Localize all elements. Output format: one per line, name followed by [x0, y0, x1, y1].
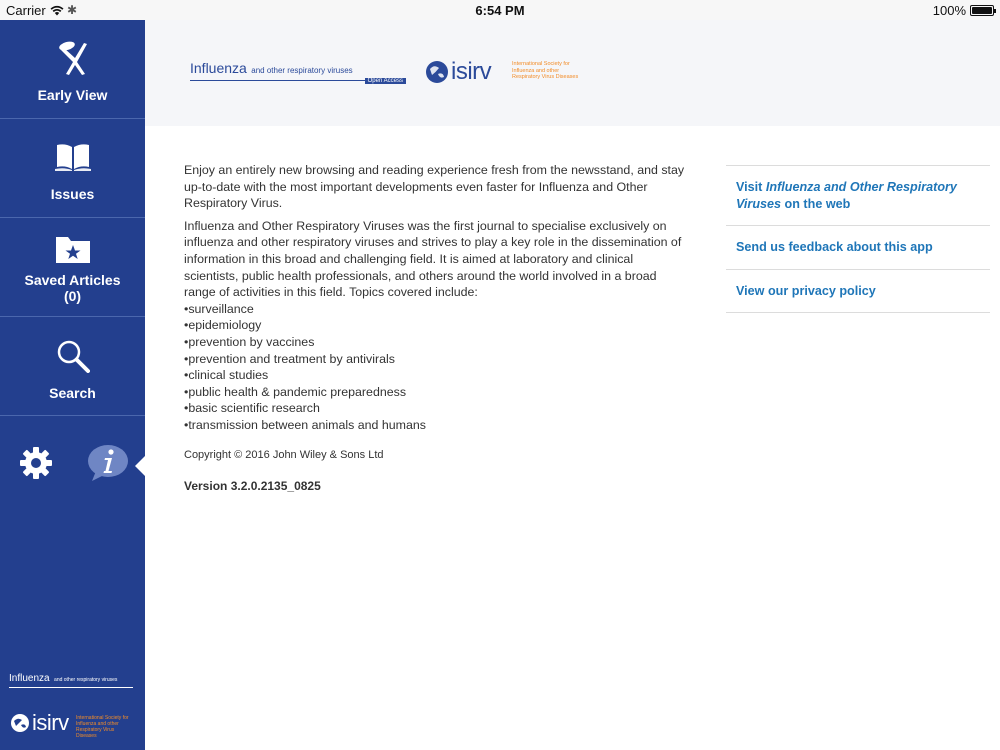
- list-item: • clinical studies: [184, 367, 689, 384]
- saved-articles-count: (0): [63, 288, 82, 304]
- privacy-policy-link[interactable]: View our privacy policy: [726, 270, 990, 314]
- sidebar-utility-bar: [0, 445, 145, 490]
- status-bar: [0, 0, 1000, 20]
- list-item: • public health & pandemic preparedness: [184, 384, 689, 401]
- info-icon[interactable]: [86, 441, 130, 485]
- list-item: • prevention by vaccines: [184, 334, 689, 351]
- copyright-text: Copyright © 2016 John Wiley & Sons Ltd: [184, 448, 384, 461]
- activity-spinner-icon: ✱: [67, 3, 78, 17]
- journal-logo: [190, 60, 406, 84]
- journal-logo-main: Influenza: [190, 60, 247, 76]
- list-item: • transmission between animals and humans: [184, 417, 689, 434]
- list-item: • surveillance: [184, 301, 689, 318]
- list-item: • basic scientific research: [184, 400, 689, 417]
- links-panel: [726, 165, 990, 313]
- folder-star-icon: [0, 234, 145, 264]
- intro-paragraph: Enjoy an entirely new browsing and reading experience fresh from the newsstand, and stay up-to-date with the most important developments even faster for Influenza and Other Respiratory Virus.: [184, 163, 685, 211]
- visit-journal-title: Influenza and Other Respiratory Viruses: [736, 180, 957, 211]
- sidebar: [0, 20, 145, 750]
- battery-percent: 100%: [932, 3, 966, 18]
- visit-website-link[interactable]: [726, 166, 990, 226]
- sidebar-item-label: Search: [49, 385, 96, 401]
- header-banner: [145, 20, 1000, 126]
- visit-prefix: Visit: [736, 180, 766, 194]
- isirv-logo-small: [10, 710, 135, 739]
- journal-logo-sub: and other respiratory viruses: [251, 66, 353, 75]
- sidebar-item-saved-articles[interactable]: [0, 218, 145, 317]
- about-content: [184, 162, 689, 495]
- sidebar-item-label: Issues: [50, 186, 95, 202]
- visit-suffix: on the web: [781, 196, 851, 211]
- status-time: 6:54 PM: [475, 3, 525, 18]
- search-icon: [0, 339, 145, 373]
- carrier-label: Carrier: [6, 3, 46, 18]
- open-access-badge: Open Access: [365, 78, 406, 84]
- isirv-tagline: International Society for Influenza and other Respiratory Virus Diseases: [76, 715, 129, 739]
- list-item: • epidemiology: [184, 317, 689, 334]
- description-paragraph: Influenza and Other Respiratory Viruses was the first journal to specialise exclusively on influenza and other respiratory viruses and strives to play a key role in the dissemination of information in this broad and challenging field. It is aimed at laboratory and clinical scientists, public health professionals, and others around the world involved in a broad range of activities in this field. Topics covered include:: [184, 218, 682, 300]
- battery-icon: [970, 5, 994, 16]
- sidebar-item-issues[interactable]: [0, 119, 145, 218]
- version-text: Version 3.2.0.2135_0825: [184, 479, 321, 494]
- globe-icon: [425, 60, 449, 84]
- topics-list: [184, 301, 689, 434]
- sidebar-item-search[interactable]: [0, 317, 145, 416]
- isirv-wordmark: isirv: [32, 710, 69, 735]
- journal-logo-sub: and other respiratory viruses: [54, 677, 118, 683]
- sidebar-item-label: Early View: [37, 87, 108, 103]
- journal-logo-small: [9, 668, 139, 688]
- globe-icon: [10, 713, 30, 733]
- isirv-tagline: International Society for Influenza and other Respiratory Virus Diseases: [512, 61, 579, 80]
- early-view-icon: [0, 38, 145, 76]
- list-item: • prevention and treatment by antivirals: [184, 351, 689, 368]
- gear-icon[interactable]: [18, 445, 54, 481]
- send-feedback-link[interactable]: Send us feedback about this app: [726, 226, 990, 270]
- isirv-wordmark: isirv: [451, 58, 492, 85]
- isirv-logo: [425, 58, 579, 88]
- sidebar-item-label: Saved Articles: [24, 272, 121, 288]
- open-book-icon: [0, 141, 145, 173]
- selection-indicator: [135, 454, 147, 478]
- journal-logo-main: Influenza: [9, 673, 50, 684]
- sidebar-item-early-view[interactable]: [0, 20, 145, 119]
